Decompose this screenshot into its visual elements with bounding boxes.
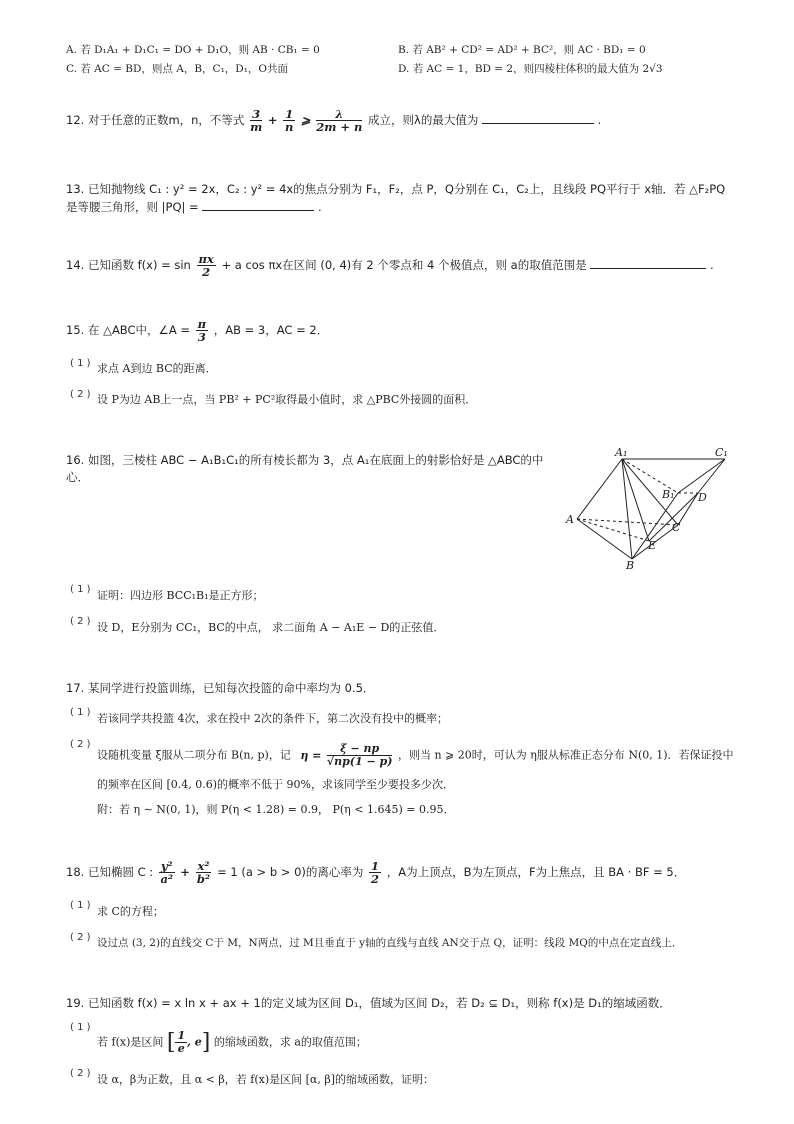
q16-part-2-index: ( 2 ) — [70, 616, 91, 627]
question-18 — [66, 860, 685, 885]
q17-part-2-index: ( 2 ) — [70, 739, 91, 750]
q19-stem: 19. 已知函数 f(x) = x ln x + ax + 1的定义域为区间 D₁，值域为区间 D₂，若 D₂ ⊆ D₁，则称 f(x)是 D₁的缩域函数． — [66, 996, 671, 1010]
q18-text: 18. 已知椭圆 C : — [66, 865, 154, 879]
prism-figure — [555, 444, 745, 574]
q14-answer-blank[interactable] — [590, 258, 706, 269]
label-c: C — [672, 521, 681, 534]
q12-ge: ⩾ — [300, 113, 311, 127]
q12-answer-blank[interactable] — [482, 113, 594, 124]
q15-part-2-text: 设 P为边 AB上一点，当 PB² + PC²取得最小值时，求 △PBC外接圆的面积． — [97, 393, 477, 406]
q19-part-2-text: 设 α，β为正数，且 α < β，若 f(x)是区间 [α, β]的缩域函数，证明： — [97, 1073, 434, 1086]
q18-frac-2: $\frac{\text{x²}}{\text{b²}}$ — [196, 859, 210, 886]
label-e: E — [648, 539, 657, 552]
q17-part-1-index: ( 1 ) — [70, 707, 91, 718]
q18-frac-3: $\frac{1}{2}$ — [371, 859, 380, 886]
q13-line-1: 13. 已知抛物线 C₁ : y² = 2x，C₂ : y² = 4x的焦点分别为 F₁，F₂，点 P，Q分别在 C₁，C₂上，且线段 PQ平行于 x轴．若 △F₂PQ — [66, 182, 726, 196]
question-15 — [66, 318, 328, 343]
q15-part-2-index: ( 2 ) — [70, 389, 91, 400]
q18-part-2-text: 设过点 (3, 2)的直线交 C于 M，N两点，过 M且垂直于 y轴的直线与直线 AN交于点 Q，证明：线段 MQ的中点在定直线上． — [97, 937, 683, 949]
q12-end: . — [597, 113, 602, 127]
q12-text: 12. 对于任意的正数m，n，不等式 — [66, 113, 245, 127]
q12-frac-1: $\frac{3}{m}$ — [250, 107, 263, 134]
q17-part-2-line-2: 的频率在区间 [0.4, 0.6)的概率不低于 90%，求该同学至少要投多少次． — [97, 778, 455, 791]
q17-part-2-text: 设随机变量 ξ服从二项分布 B(n, p)，记 — [97, 748, 291, 762]
q17-part-2-line-3: 附：若 η ∼ N(0, 1)，则 P(η < 1.28) = 0.9， P(η < 1.645) = 0.95． — [97, 803, 455, 816]
q12-frac-2: $\frac{1}{n}$ — [285, 107, 294, 134]
q14-suffix: + a cos πx在区间 (0, 4)有 2 个零点和 4 个极值点，则 a的取值范围是 — [221, 258, 587, 272]
q13-text: 是等腰三角形，则 |PQ| = — [66, 200, 199, 214]
q17-part-2-rest: ，则当 n ⩾ 20时，可认为 η服从标准正态分布 N(0, 1)．若保证投中 — [397, 748, 734, 762]
q19-part-1-post: 的缩域函数，求 a的取值范围； — [213, 1035, 367, 1049]
question-12 — [66, 108, 601, 133]
q19-bracket-right: ] — [201, 1030, 211, 1055]
q12-suffix: 成立，则λ的最大值为 — [368, 113, 479, 127]
q15-text: 15. 在 △ABC中，∠A = — [66, 323, 190, 337]
q19-bracket-left: [ — [166, 1030, 176, 1055]
q18-suffix: ，A为上顶点，B为左顶点，F为上焦点，且 BA · BF = 5． — [386, 865, 686, 879]
question-14 — [66, 253, 714, 278]
q18-frac-1: $\frac{\text{y²}}{\text{a²}}$ — [160, 859, 173, 886]
label-b: B — [626, 559, 635, 572]
label-d: D — [698, 491, 707, 504]
q11-option-b: B. 若 AB² + CD² = AD² + BC²，则 AC · BD₁ = 0 — [398, 44, 646, 56]
q13-line-2 — [66, 199, 322, 215]
edge-a1-a — [577, 459, 622, 519]
q15-part-1-text: 求点 A到边 BC的距离． — [97, 362, 217, 375]
q11-option-c: C. 若 AC = BD，则点 A，B，C₁，D₁，O共面 — [66, 63, 289, 75]
q17-eta: η = — [300, 748, 322, 762]
q16-line-1: 16. 如图，三棱柱 ABC − A₁B₁C₁的所有棱长都为 3，点 A₁在底面上的射影恰好是 △ABC的中 — [66, 453, 544, 467]
q16-part-1-index: ( 1 ) — [70, 584, 91, 595]
q13-end: . — [318, 200, 322, 214]
q13-answer-blank[interactable] — [202, 200, 314, 211]
q11-option-a: A. 若 D₁A₁ + D₁C₁ = DO + D₁O，则 AB · CB₁ = 0 — [66, 44, 320, 56]
q15-suffix: ，AB = 3，AC = 2． — [213, 323, 329, 337]
q18-part-1-text: 求 C的方程； — [97, 905, 164, 918]
label-a1: A₁ — [615, 446, 628, 459]
q19-interval-frac: $\frac{1}{e}$ — [177, 1029, 186, 1055]
label-a: A — [566, 513, 574, 526]
q16-part-2-text: 设 D，E分别为 CC₁，BC的中点， 求二面角 A − A₁E − D的正弦值． — [97, 621, 445, 634]
q19-part-1-index: ( 1 ) — [70, 1022, 91, 1033]
q15-part-1-index: ( 1 ) — [70, 358, 91, 369]
q16-part-1-text: 证明：四边形 BCC₁B₁是正方形； — [97, 589, 264, 602]
q17-part-2-line-1 — [97, 743, 734, 768]
q19-part-2-index: ( 2 ) — [70, 1068, 91, 1079]
q14-end: . — [710, 258, 714, 272]
q15-frac: $\frac{\pi}{3}$ — [197, 317, 207, 344]
q17-frac: $\frac{\xi - np}{√np(1 - p)}$ — [326, 742, 393, 768]
edge-a-b — [577, 519, 632, 559]
q12-frac-3: $\frac{\lambda}{2m + n}$ — [316, 107, 363, 134]
q18-plus: + — [180, 865, 190, 879]
q12-plus: + — [267, 113, 278, 127]
q11-option-d: D. 若 AC = 1，BD = 2，则四棱柱体积的最大值为 2√3 — [398, 63, 663, 75]
q18-part-1-index: ( 1 ) — [70, 900, 91, 911]
q17-part-1-text: 若该同学共投篮 4次，求在投中 2次的条件下，第二次没有投中的概率； — [97, 712, 448, 725]
q19-interval-tail: , e — [187, 1035, 202, 1049]
q14-frac: $\frac{\pi x}{2}$ — [198, 252, 214, 279]
q17-stem: 17. 某同学进行投篮训练，已知每次投篮的命中率均为 0.5． — [66, 681, 375, 695]
q18-mid: = 1 (a > b > 0)的离心率为 — [217, 865, 364, 879]
q18-part-2-index: ( 2 ) — [70, 932, 91, 943]
label-b1: B₁ — [662, 488, 675, 501]
label-c1: C₁ — [715, 446, 728, 459]
q19-part-1-pre: 若 f(x)是区间 — [97, 1035, 164, 1049]
q16-line-2: 心． — [66, 470, 89, 484]
q14-text: 14. 已知函数 f(x) = sin — [66, 258, 191, 272]
edge-a-c-hidden — [577, 519, 678, 525]
q19-part-1-line — [97, 1030, 367, 1055]
